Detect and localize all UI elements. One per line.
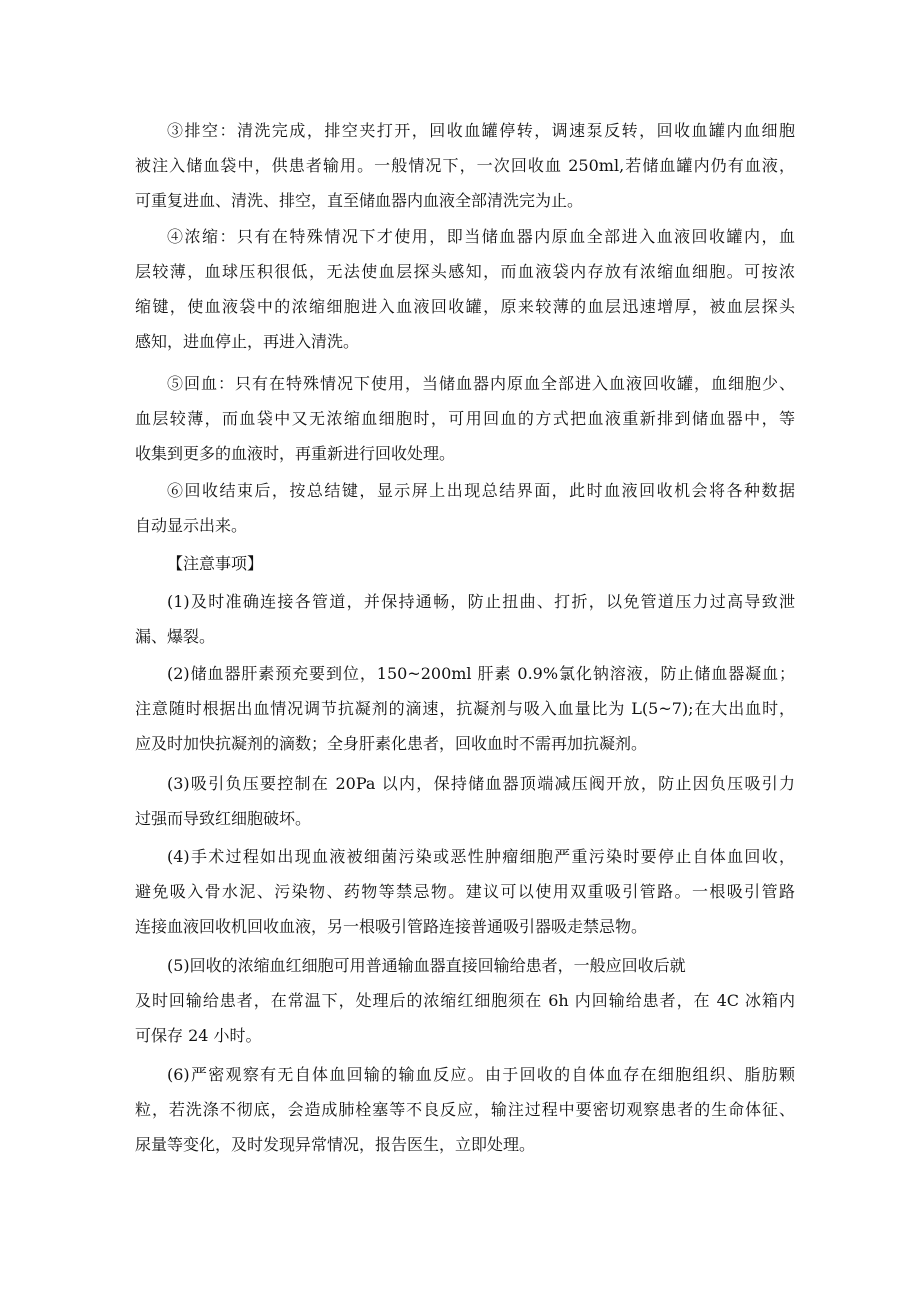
heading-text: 【注意事项】	[167, 554, 264, 573]
text-line: 缩键，使血液袋中的浓缩细胞进入血液回收罐，原来较薄的血层迅速增厚，被血层探头	[135, 297, 795, 316]
text-line: 可重复进血、清洗、排空，直至储血器内血液全部清洗完为止。	[135, 191, 584, 210]
text-line: 可保存 24 小时。	[135, 1026, 262, 1045]
text-line: 层较薄，血球压积很低，无法使血层探头感知，而血液袋内存放有浓缩血细胞。可按浓	[135, 262, 795, 281]
text-line: 自动显示出来。	[135, 516, 248, 535]
text-line: 漏、爆裂。	[135, 627, 216, 646]
paragraph-step-6-summary	[135, 473, 795, 543]
paragraph-note-4	[135, 839, 795, 944]
text-line: 感知，进血停止，再进入清洗。	[135, 332, 360, 351]
section-heading-precautions	[135, 546, 795, 581]
text-line: (6)严密观察有无自体血回输的输血反应。由于回收的自体血存在细胞组织、脂肪颗	[167, 1065, 795, 1084]
text-line: 尿量等变化，及时发现异常情况，报告医生，立即处理。	[135, 1135, 536, 1154]
text-line: 注意随时根据出血情况调节抗凝剂的滴速，抗凝剂与吸入血量比为 L(5~7);在大出血时，	[135, 699, 795, 718]
paragraph-note-6	[135, 1057, 795, 1162]
text-line: 被注入储血袋中，供患者输用。一般情况下，一次回收血 250ml,若储血罐内仍有血液，	[135, 156, 795, 175]
paragraph-note-5	[135, 948, 795, 1053]
text-line: 及时回输给患者，在常温下，处理后的浓缩红细胞须在 6h 内回输给患者，在 4C 冰箱内	[135, 991, 795, 1010]
text-line: ④浓缩：只有在特殊情况下才使用，即当储血器内原血全部进入血液回收罐内，血	[167, 227, 795, 246]
paragraph-step-3-emptying	[135, 113, 795, 218]
text-line: (5)回收的浓缩血红细胞可用普通输血器直接回输给患者，一般应回收后就	[167, 956, 686, 975]
text-line: (3)吸引负压要控制在 20Pa 以内，保持储血器顶端减压阀开放，防止因负压吸引力	[167, 774, 795, 793]
text-line: (2)储血器肝素预充要到位，150~200ml 肝素 0.9%氯化钠溶液，防止储血器凝血；	[167, 664, 795, 683]
text-line: 应及时加快抗凝剂的滴数；全身肝素化患者，回收血时不需再加抗凝剂。	[135, 734, 648, 753]
paragraph-step-4-concentrate	[135, 219, 795, 359]
text-line: ⑤回血：只有在特殊情况下使用，当储血器内原血全部进入血液回收罐，血细胞少、	[167, 374, 795, 393]
paragraph-step-5-return-blood	[135, 366, 795, 471]
text-line: 收集到更多的血液时，再重新进行回收处理。	[135, 444, 456, 463]
text-line: 避免吸入骨水泥、污染物、药物等禁忌物。建议可以使用双重吸引管路。一根吸引管路	[135, 882, 795, 901]
text-line: 过强而导致红细胞破坏。	[135, 809, 312, 828]
text-line: 血层较薄，而血袋中又无浓缩血细胞时，可用回血的方式把血液重新排到储血器中，等	[135, 409, 795, 428]
text-line: 粒，若洗涤不彻底，会造成肺栓塞等不良反应，输注过程中要密切观察患者的生命体征、	[135, 1100, 795, 1119]
paragraph-note-3	[135, 766, 795, 836]
paragraph-note-2	[135, 656, 795, 761]
text-line: (1)及时准确连接各管道，并保持通畅，防止扭曲、打折，以免管道压力过高导致泄	[167, 592, 795, 611]
text-line: (4)手术过程如出现血液被细菌污染或恶性肿瘤细胞严重污染时要停止自体血回收，	[167, 847, 795, 866]
text-line: ③排空：清洗完成，排空夹打开，回收血罐停转，调速泵反转，回收血罐内血细胞	[167, 121, 795, 140]
paragraph-note-1	[135, 584, 795, 654]
text-line: ⑥回收结束后，按总结键，显示屏上出现总结界面，此时血液回收机会将各种数据	[167, 481, 795, 500]
text-line: 连接血液回收机回收血液，另一根吸引管路连接普通吸引器吸走禁忌物。	[135, 917, 648, 936]
